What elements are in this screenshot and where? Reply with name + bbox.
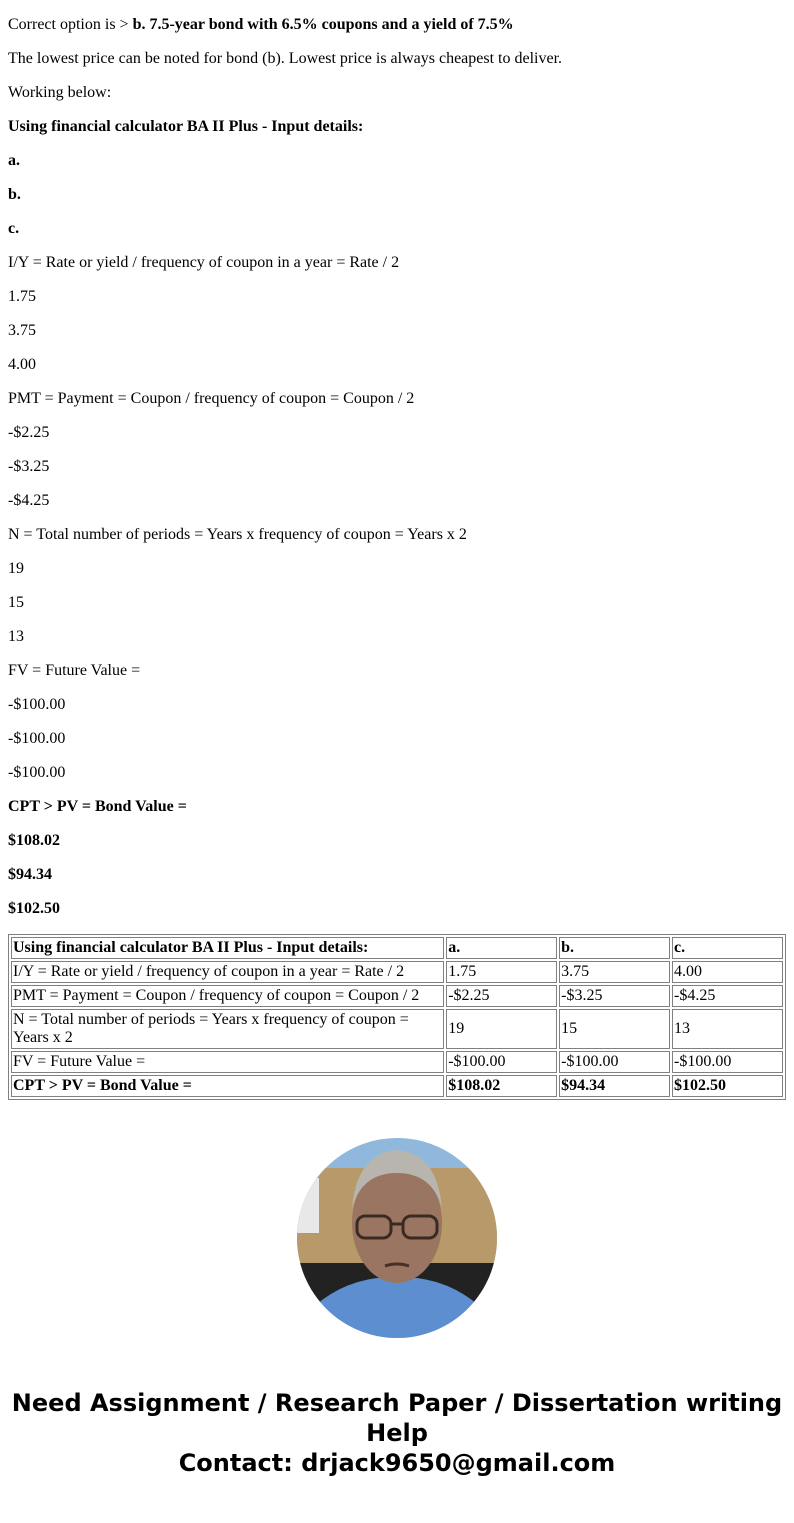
author-photo [297,1138,497,1338]
calculator-table [8,934,786,1100]
table-header-cell: c. [672,937,783,959]
working-line: -$100.00 [8,696,66,713]
row-value: -$100.00 [446,1051,557,1073]
working-line: b. [8,186,21,203]
row-value: 4.00 [672,961,783,983]
avatar [297,1138,497,1338]
working-line: -$100.00 [8,730,66,747]
working-line: c. [8,220,20,237]
row-value: $102.50 [672,1075,783,1097]
footer-line-2: Contact: drjack9650@gmail.com [178,1449,616,1477]
row-label: I/Y = Rate or yield / frequency of coupon in a year = Rate / 2 [11,961,444,983]
working-line: I/Y = Rate or yield / frequency of coupon in a year = Rate / 2 [8,254,400,271]
working-line: $102.50 [8,900,60,917]
table-header-cell: b. [559,937,670,959]
explanation: The lowest price can be noted for bond (b). Lowest price is always cheapest to deliver. [8,50,563,67]
footer-line-1: Need Assignment / Research Paper / Dissertation writing Help [11,1389,783,1447]
working-line: -$100.00 [8,764,66,781]
row-value: 1.75 [446,961,557,983]
answer-line [8,16,786,34]
row-value: $94.34 [559,1075,670,1097]
answer-option: b. 7.5-year bond with 6.5% coupons and a yield of 7.5% [132,16,514,33]
row-value: -$100.00 [672,1051,783,1073]
row-value: -$100.00 [559,1051,670,1073]
working-line: 15 [8,594,24,611]
row-value: 13 [672,1009,783,1049]
table-row [11,961,783,983]
working-label: Working below: [8,84,112,101]
answer-prefix: Correct option is > [8,16,133,33]
working-line: -$3.25 [8,458,50,475]
working-line: $94.34 [8,866,52,883]
row-value: 3.75 [559,961,670,983]
working-line: 3.75 [8,322,36,339]
working-line: N = Total number of periods = Years x frequency of coupon = Years x 2 [8,526,467,543]
working-line: 4.00 [8,356,36,373]
working-line: -$4.25 [8,492,50,509]
working-line: $108.02 [8,832,60,849]
row-value: -$2.25 [446,985,557,1007]
working-line: 13 [8,628,24,645]
table-header-row [11,937,783,959]
working-line: 19 [8,560,24,577]
table-row [11,985,783,1007]
working-line: a. [8,152,20,169]
row-value: -$4.25 [672,985,783,1007]
working-line: -$2.25 [8,424,50,441]
row-label: CPT > PV = Bond Value = [11,1075,444,1097]
row-label: PMT = Payment = Coupon / frequency of coupon = Coupon / 2 [11,985,444,1007]
row-value: 15 [559,1009,670,1049]
working-line: FV = Future Value = [8,662,141,679]
row-label: FV = Future Value = [11,1051,444,1073]
working-line: CPT > PV = Bond Value = [8,798,187,815]
table-header-cell: a. [446,937,557,959]
table-row [11,1051,783,1073]
row-value: -$3.25 [559,985,670,1007]
flat-working [8,118,786,918]
working-line: 1.75 [8,288,36,305]
working-line: PMT = Payment = Coupon / frequency of coupon = Coupon / 2 [8,390,415,407]
table-row [11,1075,783,1097]
row-value: $108.02 [446,1075,557,1097]
working-line: Using financial calculator BA II Plus - Input details: [8,118,364,135]
row-value: 19 [446,1009,557,1049]
footer-contact [8,1388,786,1478]
table-row [11,1009,783,1049]
row-label: N = Total number of periods = Years x frequency of coupon = Years x 2 [11,1009,444,1049]
table-header-cell: Using financial calculator BA II Plus - Input details: [11,937,444,959]
